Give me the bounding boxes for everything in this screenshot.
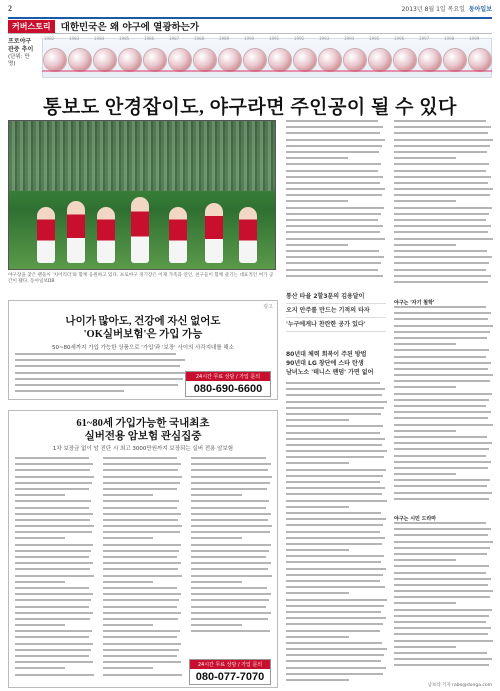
timeline-unit: (단위: 만 명) bbox=[8, 54, 30, 67]
ad1-headline bbox=[9, 315, 277, 341]
ad2-body-text bbox=[15, 457, 95, 685]
article-subheads-2 bbox=[286, 350, 386, 377]
timeline-year: 1989 bbox=[219, 36, 230, 41]
ad2-phone-number: 080-077-7070 bbox=[195, 671, 265, 683]
ad1-subtitle: 50~80세까지 가입 가능한 상품으로 '가입'과 '보장' 사이의 사각지대를 해소 bbox=[51, 345, 235, 351]
silver-cancer-insurance-ad bbox=[8, 410, 278, 688]
timeline-year: 1987 bbox=[169, 36, 180, 41]
ad2-body-text bbox=[103, 457, 183, 685]
subhead-line: 남녀노소 '테니스 팬덤' 가면 없어 bbox=[286, 369, 374, 376]
timeline-year: 1986 bbox=[144, 36, 155, 41]
timeline-year: 1997 bbox=[419, 36, 430, 41]
timeline-label-sub: 관중 추이 bbox=[8, 46, 34, 53]
article-text-col3c bbox=[394, 522, 494, 672]
article-text-col2 bbox=[286, 382, 388, 686]
cheerleader-figure bbox=[37, 207, 55, 263]
article-text-col3b bbox=[394, 306, 494, 506]
timeline-year: 1998 bbox=[444, 36, 455, 41]
ad2-body-text bbox=[191, 457, 273, 637]
masthead-bar bbox=[8, 3, 492, 13]
page-number: 2 bbox=[8, 3, 12, 13]
subhead-line: 80년대 체력 회복이 주된 방법 bbox=[286, 351, 367, 358]
timeline-year: 1994 bbox=[344, 36, 355, 41]
ad2-headline bbox=[9, 417, 277, 443]
article-right-column bbox=[394, 120, 494, 686]
timeline-year: 1991 bbox=[269, 36, 280, 41]
ad1-headline-line2: 'OK실버보험'은 가입 가능 bbox=[83, 329, 203, 340]
issue-date: 2013년 8월 1일 목요일 bbox=[401, 5, 465, 13]
timeline-year: 1988 bbox=[194, 36, 205, 41]
ad1-body-text bbox=[15, 353, 190, 397]
timeline-years bbox=[42, 36, 492, 42]
ad1-phone-box bbox=[185, 371, 271, 397]
timeline-label-title: 프로야구 bbox=[8, 38, 32, 45]
timeline-year: 1993 bbox=[319, 36, 330, 41]
cheerleader-figure bbox=[169, 207, 187, 263]
newspaper-brand: 동아일보 bbox=[468, 5, 492, 13]
cheerleader-figure bbox=[131, 197, 149, 263]
ad2-subtitle: 1차 보장금 없이 암 진단 시 최고 3000만원까지 보장되는 실버 전용 암보험 bbox=[52, 446, 234, 452]
photo-caption: 야구장을 찾은 팬들이 '치어리더'와 함께 응원하고 있다. 프로야구 경기장은 이제 가족과 연인, 친구들이 함께 즐기는 대표적인 여가 공간이 됐다. 동아일보DB bbox=[8, 273, 274, 284]
timeline-line bbox=[42, 70, 492, 72]
ad1-phone-label: 24시간 무료 상담 / 가입 문의 bbox=[186, 372, 270, 381]
ad-tag: 광고 bbox=[263, 304, 273, 310]
subhead-line: '누구에게나 찬란한 공가 있다' bbox=[286, 318, 386, 332]
byline: 남보라 기자 rabo@donga.com bbox=[427, 683, 492, 688]
ad2-headline-line2: 실버전용 암보험 관심집중 bbox=[84, 431, 202, 442]
timeline-year: 1990 bbox=[244, 36, 255, 41]
section-subject: 대한민국은 왜 야구에 열광하는가 bbox=[60, 22, 200, 33]
ad1-headline-line1: 나이가 많아도, 건강에 자신 없어도 bbox=[65, 316, 221, 327]
timeline-year: 1982 bbox=[44, 36, 55, 41]
ad2-phone-label: 24시간 무료 상담 / 가입 문의 bbox=[190, 660, 270, 669]
stadium-stands bbox=[9, 121, 275, 191]
section-header bbox=[8, 17, 492, 34]
timeline-year: 1985 bbox=[119, 36, 130, 41]
article-text-col1 bbox=[286, 120, 386, 285]
article-text-col3a bbox=[394, 120, 494, 290]
right-subhead-2: 야구는 시민 드라마 bbox=[394, 516, 437, 522]
timeline-year: 1996 bbox=[394, 36, 405, 41]
ad2-headline-line1: 61~80세 가입가능한 국내최초 bbox=[76, 418, 210, 429]
timeline-year: 1995 bbox=[369, 36, 380, 41]
ad1-phone-number: 080-690-6600 bbox=[193, 383, 263, 395]
timeline-year: 1999 bbox=[469, 36, 480, 41]
timeline-label bbox=[8, 38, 36, 68]
attendance-timeline-graphic bbox=[8, 36, 492, 84]
cheerleader-figure bbox=[67, 201, 85, 263]
article-subheads bbox=[286, 290, 386, 332]
masthead-right bbox=[402, 4, 492, 13]
cheerleader-figure bbox=[205, 203, 223, 263]
main-headline: 통보도 안경잡이도, 야구라면 주인공이 될 수 있다 bbox=[43, 97, 457, 118]
subhead-line: 오지 안주를 만드는 기적의 타자 bbox=[286, 304, 386, 318]
timeline-year: 1983 bbox=[69, 36, 80, 41]
ok-silver-insurance-ad bbox=[8, 300, 278, 400]
section-tag: 커버스토리 bbox=[8, 20, 55, 33]
cheerleader-figure bbox=[97, 207, 115, 263]
right-subhead-1: 야구는 '자기 철학' bbox=[394, 300, 435, 306]
cheerleader-photo bbox=[8, 120, 276, 270]
subhead-line: 90년대 LG 창단에 스타 탄생 bbox=[286, 360, 364, 367]
cheerleader-figure bbox=[239, 207, 257, 263]
timeline-year: 1992 bbox=[294, 36, 305, 41]
ad2-phone-box bbox=[189, 659, 271, 685]
subhead-line: 통산 타율 2할3푼의 김용달이 bbox=[286, 290, 386, 304]
timeline-year: 1984 bbox=[94, 36, 105, 41]
